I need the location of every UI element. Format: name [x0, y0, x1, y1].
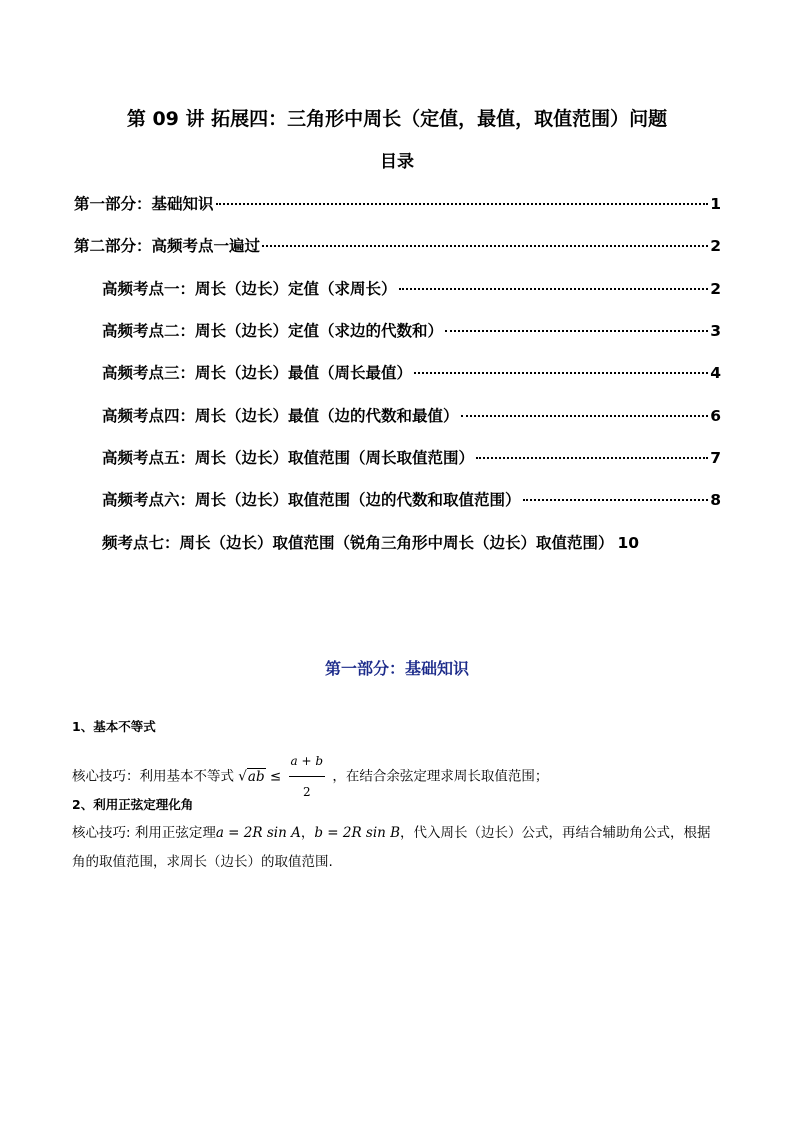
- item2-paragraph-line1: [72, 821, 711, 841]
- toc-entry[interactable]: [102, 361, 721, 383]
- item2-mid: ，代入周长（边长）公式，再结合辅助角公式，根据: [400, 825, 711, 841]
- toc-entry-page: 8: [710, 491, 721, 509]
- toc-entry[interactable]: [74, 192, 721, 214]
- toc-entry-label: 高频考点五：周长（边长）取值范围（周长取值范围）: [102, 449, 475, 467]
- item2-prefix: 核心技巧: 利用正弦定理: [72, 825, 216, 841]
- toc-entry-page: 3: [710, 322, 721, 340]
- sine-law-b: b = 2R sin B: [314, 825, 401, 841]
- toc-entry-label: 第一部分：基础知识: [74, 195, 214, 213]
- toc-entry-page: 10: [617, 534, 640, 552]
- fraction: [289, 746, 326, 807]
- toc-leader-dots: [461, 415, 709, 417]
- toc-entry-label: 高频考点六：周长（边长）取值范围（边的代数和取值范围）: [102, 491, 521, 509]
- fraction-denominator: 2: [302, 785, 311, 799]
- toc-entry-label: 高频考点四：周长（边长）最值（边的代数和最值）: [102, 407, 459, 425]
- toc-leader-dots: [476, 457, 708, 459]
- section-title: 第一部分：基础知识: [324, 659, 469, 678]
- toc-entry-label: 高频考点二：周长（边长）定值（求边的代数和）: [102, 322, 444, 340]
- toc-entry-label: 第二部分：高频考点一遍过: [74, 237, 261, 255]
- toc-entry-page: 4: [710, 364, 721, 382]
- toc-entry-label: 高频考点一：周长（边长）定值（求周长）: [102, 280, 397, 298]
- item2-paragraph-line2: 角的取值范围，求周长（边长）的取值范围.: [72, 854, 333, 870]
- item1-suffix: ，在结合余弦定理求周长取值范围；: [332, 768, 549, 785]
- fraction-numerator: a + b: [289, 746, 326, 777]
- toc-entry-page: 2: [710, 280, 721, 298]
- toc-entry-label: 频考点七：周长（边长）取值范围（锐角三角形中周长（边长）取值范围）: [102, 534, 614, 552]
- item2-heading: 2、利用正弦定理化角: [72, 797, 194, 812]
- toc-entry[interactable]: [102, 488, 721, 510]
- sqrt-expression: √ab: [238, 768, 265, 785]
- toc-heading: 目录: [380, 152, 414, 172]
- toc-leader-dots: [399, 288, 709, 290]
- toc-entry[interactable]: [102, 446, 721, 468]
- toc-entry[interactable]: [102, 531, 742, 553]
- document-title: 第 09 讲 拓展四：三角形中周长（定值，最值，取值范围）问题: [126, 108, 668, 130]
- toc-entry-page: 1: [710, 195, 721, 213]
- toc-entry[interactable]: [102, 277, 721, 299]
- toc-entry-page: 7: [710, 449, 721, 467]
- toc-entry[interactable]: [74, 234, 721, 256]
- item1-heading: 1、基本不等式: [72, 719, 156, 734]
- toc-leader-dots: [523, 499, 709, 501]
- sqrt-radicand: ab: [247, 768, 265, 785]
- toc-leader-dots: [414, 372, 708, 374]
- toc-leader-dots: [262, 245, 708, 247]
- item2-sep: ，: [300, 825, 315, 841]
- toc-leader-dots: [445, 330, 708, 332]
- toc-entry-page: 6: [710, 407, 721, 425]
- sine-law-a: a = 2R sin A: [215, 825, 301, 841]
- le-sign: ≤: [269, 768, 282, 785]
- toc-entry-label: 高频考点三：周长（边长）最值（周长最值）: [102, 364, 413, 382]
- toc-leader-dots: [216, 203, 709, 205]
- toc-entry-page: 2: [710, 237, 721, 255]
- toc-entry[interactable]: [102, 404, 721, 426]
- item1-prefix: 核心技巧：利用基本不等式: [72, 768, 234, 785]
- toc-entry[interactable]: [102, 319, 721, 341]
